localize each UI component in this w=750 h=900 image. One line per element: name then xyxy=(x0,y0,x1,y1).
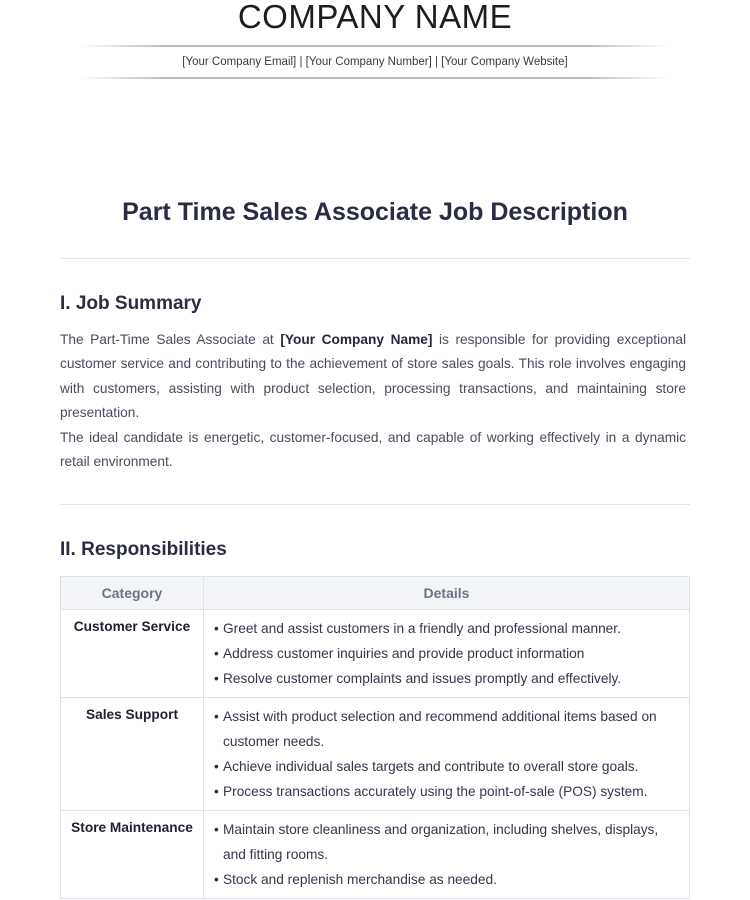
job-summary-body xyxy=(60,328,686,474)
list-item: • Address customer inquiries and provide product information xyxy=(214,641,679,666)
document-title: Part Time Sales Associate Job Description xyxy=(122,198,628,226)
category-cell: Customer Service xyxy=(61,610,204,698)
header-rule-bottom xyxy=(80,77,670,79)
section-divider xyxy=(60,258,690,259)
details-list xyxy=(214,817,679,892)
list-item: • Resolve customer complaints and issues promptly and effectively. xyxy=(214,666,679,691)
column-header-category: Category xyxy=(61,577,204,610)
job-summary-heading: I. Job Summary xyxy=(60,293,202,314)
job-summary-paragraph-2: The ideal candidate is energetic, customer-focused, and capable of working effectively in a dynamic retail environment. xyxy=(60,429,686,470)
details-cell xyxy=(204,610,690,698)
details-cell xyxy=(204,811,690,899)
list-item: • Stock and replenish merchandise as needed. xyxy=(214,867,679,892)
column-header-details: Details xyxy=(204,577,690,610)
list-item: • Assist with product selection and recommend additional items based on customer needs. xyxy=(214,704,679,754)
table-row xyxy=(61,698,690,811)
company-contact-line: [Your Company Email] | [Your Company Number] | [Your Company Website] xyxy=(182,56,568,68)
category-cell: Store Maintenance xyxy=(61,811,204,899)
table-row xyxy=(61,811,690,899)
list-item: • Achieve individual sales targets and contribute to overall store goals. xyxy=(214,754,679,779)
category-cell: Sales Support xyxy=(61,698,204,811)
table-header-row xyxy=(61,577,690,610)
list-item: • Greet and assist customers in a friendly and professional manner. xyxy=(214,616,679,641)
list-item: • Maintain store cleanliness and organization, including shelves, displays, and fitting rooms. xyxy=(214,817,679,867)
list-item: • Process transactions accurately using the point-of-sale (POS) system. xyxy=(214,779,679,804)
summary-text: The Part-Time Sales Associate at xyxy=(60,332,281,347)
details-list xyxy=(214,616,679,691)
details-cell xyxy=(204,698,690,811)
section-divider xyxy=(60,504,690,505)
header-rule-top xyxy=(80,45,670,47)
summary-text: is responsible for providing exceptional customer service and contributing to the achievement of store sales goals. This role involves engaging with customers, assisting with product selection, processing transactions, and maintaining store presentation. xyxy=(60,332,686,421)
company-name: COMPANY NAME xyxy=(237,0,513,35)
responsibilities-table xyxy=(60,576,690,899)
company-name-placeholder: [Your Company Name] xyxy=(280,332,433,347)
details-list xyxy=(214,704,679,804)
table-row xyxy=(61,610,690,698)
responsibilities-heading: II. Responsibilities xyxy=(60,539,227,560)
job-summary-paragraph-1 xyxy=(60,328,686,426)
